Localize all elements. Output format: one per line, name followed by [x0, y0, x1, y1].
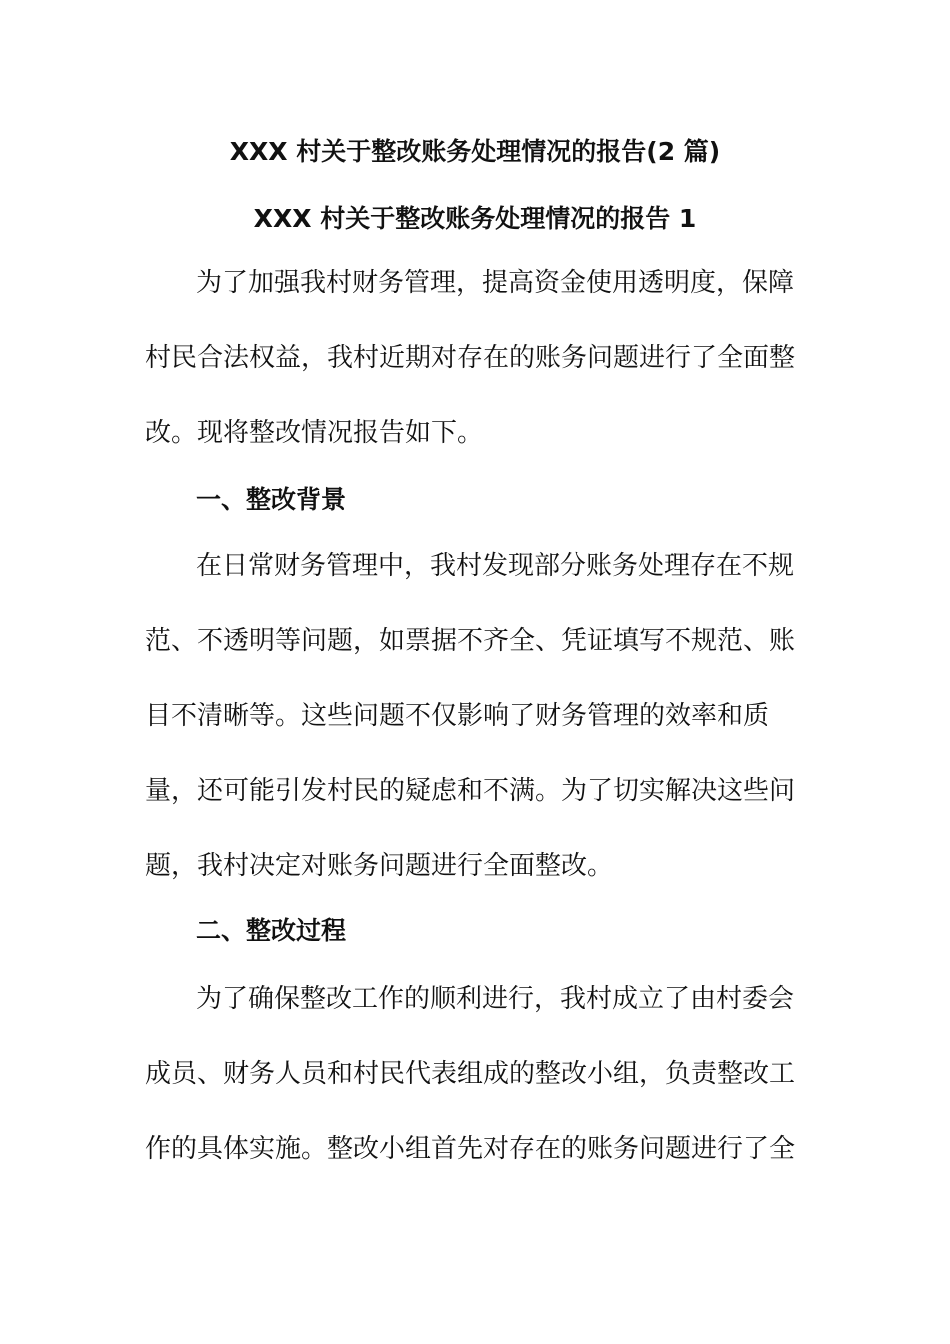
section-heading-background: 一、整改背景 [196, 485, 347, 514]
paragraph-line: 在日常财务管理中，我村发现部分账务处理存在不规 [196, 551, 795, 581]
section-heading-process: 二、整改过程 [196, 916, 347, 945]
paragraph-line: 为了加强我村财务管理，提高资金使用透明度，保障 [196, 268, 795, 298]
document-title: XXX 村关于整改账务处理情况的报告(2 篇) [229, 137, 721, 166]
paragraph-line: 改。现将整改情况报告如下。 [145, 418, 484, 448]
paragraph-line: 范、不透明等问题，如票据不齐全、凭证填写不规范、账 [145, 626, 796, 656]
paragraph-line: 为了确保整改工作的顺利进行，我村成立了由村委会 [196, 984, 795, 1014]
report-subtitle: XXX 村关于整改账务处理情况的报告 1 [253, 204, 697, 233]
process-paragraph [145, 962, 810, 1187]
paragraph-line: 村民合法权益，我村近期对存在的账务问题进行了全面整 [145, 343, 796, 373]
background-paragraph [145, 529, 810, 904]
paragraph-line: 题，我村决定对账务问题进行全面整改。 [145, 851, 614, 881]
paragraph-line: 目不清晰等。这些问题不仅影响了财务管理的效率和质 [145, 701, 770, 731]
paragraph-line: 成员、财务人员和村民代表组成的整改小组，负责整改工 [145, 1059, 796, 1089]
paragraph-line: 作的具体实施。整改小组首先对存在的账务问题进行了全 [145, 1134, 796, 1164]
paragraph-line: 量，还可能引发村民的疑虑和不满。为了切实解决这些问 [145, 776, 796, 806]
intro-paragraph [145, 246, 810, 471]
